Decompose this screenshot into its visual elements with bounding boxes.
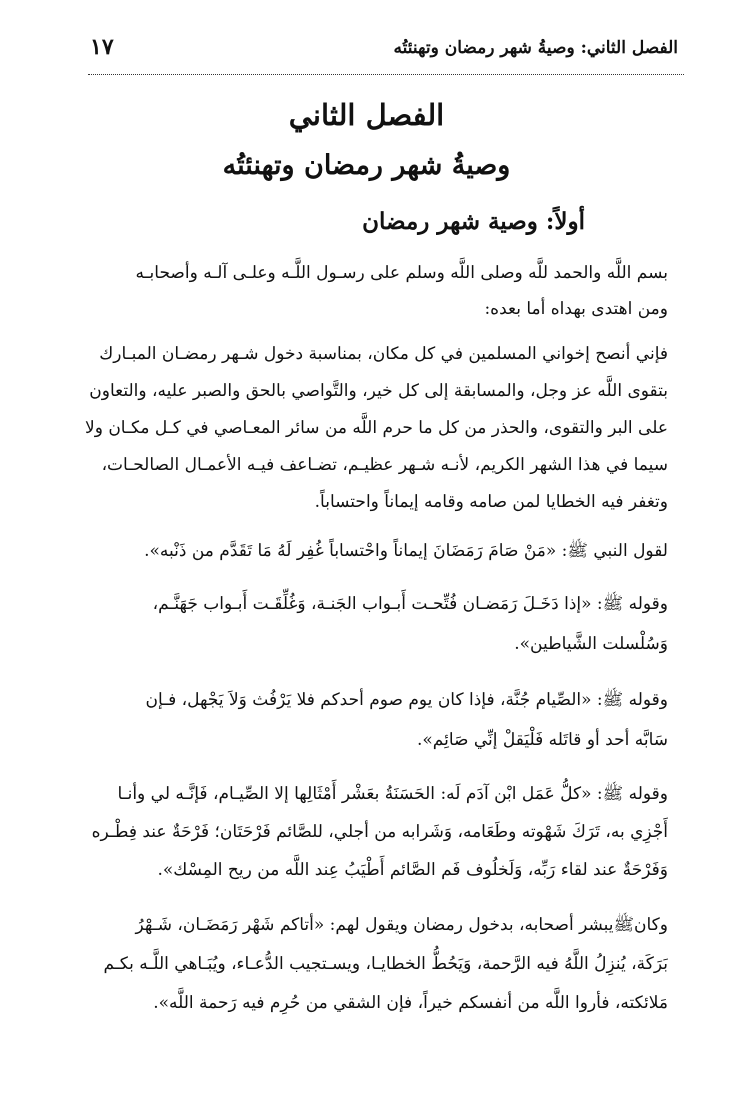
text-line: وَفَرْحَةٌ عند لقاء رَبِّه، وَلَخلُوف فَم الصَّائم أَطْيَبُ عِند اللَّه من ريح المِسْك».	[157, 860, 668, 880]
text-line: سيما في هذا الشهر الكريم، لأنـه شـهر عظيـم، تضـاعف فيـه الأعمـال الصالحـات،	[101, 455, 668, 475]
section-heading: أولاً: وصية شهر رمضان	[362, 208, 585, 235]
paragraph-advice	[62, 336, 668, 521]
page-header	[88, 28, 684, 72]
text-line: وقوله ﷺ: «الصِّيام جُنَّة، فإذا كان يوم صوم أحدكم فلا يَرْفُث وَلاَ يَجْهل، فـإن	[145, 690, 668, 710]
page-number: ١٧	[90, 34, 114, 60]
paragraph-opening	[62, 255, 668, 327]
paragraph-hadith-3	[62, 680, 668, 760]
text-line: بتقوى اللَّه عز وجل، والمسابقة إلى كل خير، والتَّواصي بالحق والصبر عليه، والتعاون	[89, 381, 668, 401]
text-line: لقول النبي ﷺ: «مَنْ صَامَ رَمَضَانَ إيماناً واحْتساباً غُفِر لَهُ مَا تَقَدَّم من ذَنْبه».	[144, 541, 668, 561]
text-line: فإني أنصح إخواني المسلمين في كل مكان، بمناسبة دخول شـهر رمضـان المبـارك	[99, 344, 668, 364]
text-line: وتغفر فيه الخطايا لمن صامه وقامه إيماناً واحتساباً.	[314, 492, 668, 512]
text-line: بَرَكَة، يُنزِلُ اللَّهُ فيه الرَّحمة، وَيَحُطُّ الخطايـا، ويسـتجيب الدُّعـاء، ويُبَـاهي اللَّـه بكـم	[103, 954, 668, 974]
text-line: بسم اللَّه والحمد للَّه وصلى اللَّه وسلم على رسـول اللَّـه وعلـى آلـه وأصحابـه	[135, 263, 668, 283]
text-line: وقوله ﷺ: «كلُّ عَمَل ابْن آدَم لَه: الحَسَنَةُ بعَشْر أَمْثَالِها إلا الصِّيـام، فَإنَّـه لي وأنـا	[117, 784, 668, 804]
paragraph-hadith-2	[62, 584, 668, 664]
text-line: على البر والتقوى، والحذر من كل ما حرم اللَّه من سائر المعـاصي في كـل مكـان ولا	[85, 418, 668, 438]
header-divider	[88, 74, 684, 75]
text-line: وَسُلْسلت الشَّياطين».	[514, 634, 668, 654]
text-line: أَجْزِي به، تَرَكَ شَهْوته وطَعَامه، وَشَرابه من أجلي، للصَّائم فَرْحَتَان؛ فَرْحَةٌ عند فِطْـره	[91, 822, 668, 842]
text-line: وقوله ﷺ: «إذا دَخَـلَ رَمَضـان فُتِّحـت أَبـواب الجَنـة، وَغُلِّقَـت أَبـواب جَهَنَّـم،	[152, 594, 668, 614]
chapter-title: الفصل الثاني	[288, 98, 445, 132]
paragraph-hadith-1	[62, 533, 668, 569]
text-line: مَلائكته، فأروا اللَّه من أنفسكم خيراً، فإن الشقي من حُرِم فيه رَحمة اللَّه».	[153, 993, 668, 1013]
running-title: الفصل الثاني: وصيةُ شهر رمضان وتهنئتُه	[393, 38, 678, 58]
text-line: ومن اهتدى بهداه أما بعده:	[484, 299, 668, 319]
paragraph-hadith-4	[62, 775, 668, 889]
text-line: وكانﷺيبشر أصحابه، بدخول رمضان ويقول لهم: «أتاكم شَهْر رَمَضَـان، شَـهْرُ	[135, 915, 668, 935]
text-line: سَابَّه أحد أو قاتَله فَلْيَقلْ إنِّي صَائِم».	[416, 730, 668, 750]
paragraph-hadith-5	[62, 906, 668, 1023]
chapter-subtitle: وصيةُ شهر رمضان وتهنئتُه	[222, 150, 511, 181]
